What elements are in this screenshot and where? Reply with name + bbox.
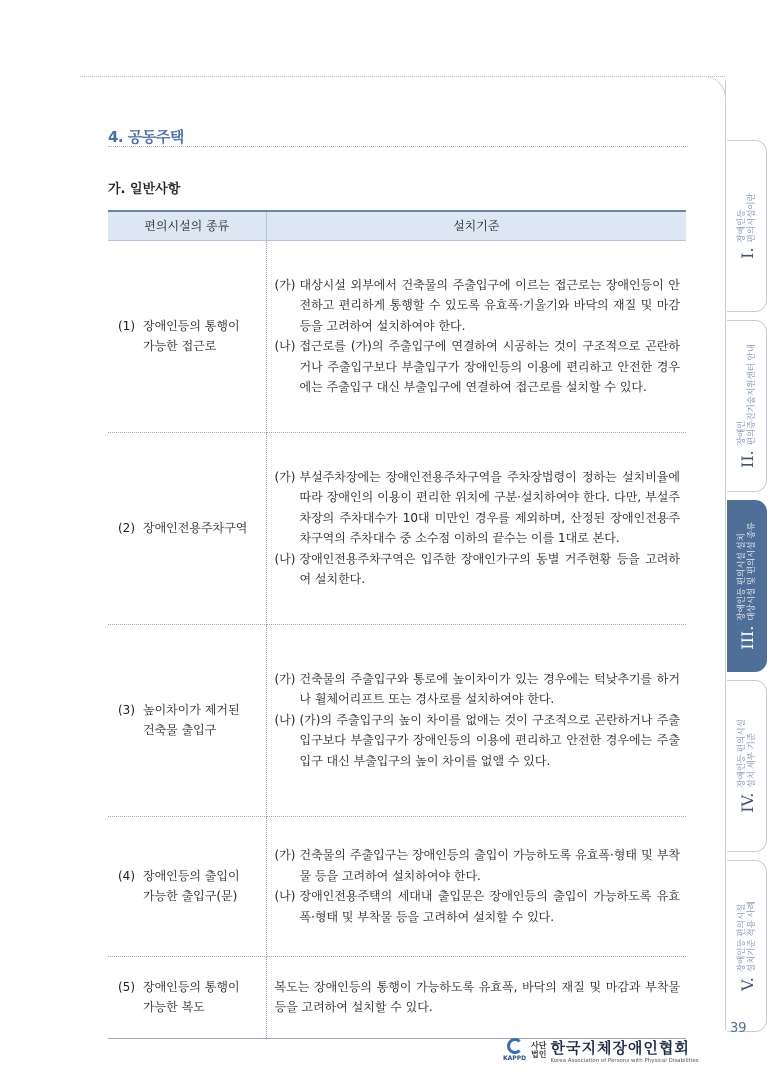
criteria-text: 부설주차장에는 장애인전용주차구역을 주차장법령이 정하는 설치비율에 따라 장애인의 이용이 편리한 위치에 구분·설치하여야 한다. 다만, 부설주차장의 주차대수가 10대 미만인 경우를 제외하며, 산정된 장애인전용주차구역의 주차대수 중 소수점 이하의 끝수는 이를 1대로 본다. bbox=[299, 469, 680, 545]
criteria-item bbox=[275, 977, 681, 1018]
table-header-row bbox=[108, 211, 686, 240]
chapter-tab-label bbox=[737, 193, 757, 242]
criteria-cell bbox=[266, 240, 686, 432]
facility-type-cell bbox=[108, 816, 266, 956]
chapter-tab-label bbox=[737, 901, 757, 972]
chapter-tab-4[interactable] bbox=[727, 680, 767, 852]
criteria-text: 복도는 장애인등의 통행이 가능하도록 유효폭, 바닥의 재질 및 마감과 부착물 등을 고려하여 설치할 수 있다. bbox=[274, 979, 680, 1014]
chapter-tab-label-line: 장애인 bbox=[736, 420, 747, 446]
chapter-tab-numeral: IV. bbox=[737, 792, 756, 813]
chapter-tab-label-line: 설치 세부 기준 bbox=[746, 732, 757, 788]
chapter-tab-label-line: 대상시설 및 편의시설 종류 bbox=[746, 522, 757, 621]
section-title-rule bbox=[108, 146, 688, 147]
criteria-item bbox=[275, 845, 681, 886]
criteria-text: 건축물의 주출입구와 통로에 높이차이가 있는 경우에는 턱낮추기를 하거나 휠체어리프트 또는 경사로를 설치하여야 한다. bbox=[299, 671, 680, 707]
criteria-item bbox=[275, 549, 681, 590]
criteria-marker: (가) bbox=[274, 469, 296, 484]
organization-name-korean: 한국지체장애인협회 bbox=[550, 1038, 690, 1057]
chapter-tab-label-line: 편의증진기술지원센터 안내 bbox=[746, 344, 757, 446]
chapter-tab-label-line: 장애인등 편의시설 설치 bbox=[736, 533, 747, 621]
organization-name bbox=[550, 1037, 698, 1064]
chapter-tab-1[interactable] bbox=[727, 140, 767, 312]
chapter-tab-numeral: III. bbox=[737, 625, 756, 650]
criteria-item bbox=[275, 275, 681, 337]
criteria-item bbox=[275, 886, 681, 927]
facility-type-cell bbox=[108, 624, 266, 816]
criteria-item bbox=[275, 467, 681, 549]
facility-name-line: 높이차이가 제거된 bbox=[143, 702, 240, 717]
chapter-tab-label-line: 장애인등 편의시설 bbox=[736, 903, 747, 973]
criteria-marker: (나) bbox=[274, 889, 296, 903]
chapter-tab-label bbox=[737, 344, 757, 445]
corporation-label bbox=[531, 1041, 546, 1059]
criteria-marker: (나) bbox=[274, 712, 296, 727]
table-row bbox=[108, 432, 686, 624]
page-frame-line bbox=[725, 80, 726, 1030]
facility-name-line: 가능한 복도 bbox=[143, 1000, 205, 1014]
facility-type-cell bbox=[108, 956, 266, 1038]
chapter-tab-label-line: 설치기준 적용 사례 bbox=[746, 901, 757, 973]
corporation-label-line2: 법인 bbox=[531, 1050, 547, 1059]
facility-name-line: 가능한 출입구(문) bbox=[143, 889, 238, 903]
criteria-text: (가)의 주출입구의 높이 차이를 없애는 것이 구조적으로 곤란하거나 주출입구보다 부출입구가 장애인등의 이용에 편리하고 안전한 경우에는 주출입구 대신 부출입구의 높이 차이를 없앨 수 있다. bbox=[299, 712, 680, 768]
facility-name-line: 장애인등의 통행이 bbox=[143, 979, 240, 994]
facility-name-line: 장애인등의 통행이 bbox=[143, 318, 240, 333]
chapter-tab-label bbox=[737, 719, 757, 787]
criteria-item bbox=[275, 710, 681, 772]
criteria-item bbox=[275, 336, 681, 398]
criteria-text: 건축물의 주출입구는 장애인등의 출입이 가능하도록 유효폭·형태 및 부착물 등을 고려하여 설치하여야 한다. bbox=[299, 848, 680, 883]
chapter-tab-label-line: 편의시설이란 bbox=[746, 193, 757, 243]
criteria-cell bbox=[266, 432, 686, 624]
facility-name-line: 장애인전용주차구역 bbox=[143, 520, 248, 535]
chapter-tab-numeral: I. bbox=[737, 247, 756, 259]
criteria-marker: (가) bbox=[274, 277, 296, 292]
page-frame-corner bbox=[700, 76, 726, 102]
chapter-tab-2[interactable] bbox=[727, 320, 767, 492]
chapter-tab-5[interactable] bbox=[727, 860, 767, 1032]
criteria-cell bbox=[266, 624, 686, 816]
table-row bbox=[108, 240, 686, 432]
facility-criteria-table bbox=[108, 210, 686, 1039]
facility-number: (2) bbox=[118, 520, 135, 535]
facility-number: (3) bbox=[118, 702, 135, 717]
criteria-item bbox=[275, 669, 681, 710]
table-row bbox=[108, 816, 686, 956]
chapter-tab-label bbox=[737, 522, 757, 620]
chapter-side-tabs bbox=[727, 140, 767, 1040]
table-row bbox=[108, 624, 686, 816]
chapter-tab-3[interactable] bbox=[727, 500, 767, 672]
subsection-title: 가. 일반사항 bbox=[108, 182, 181, 197]
facility-name-line: 가능한 접근로 bbox=[143, 339, 217, 353]
facility-number: (5) bbox=[118, 979, 135, 994]
chapter-tab-label-line: 장애인등 bbox=[736, 209, 747, 243]
section-title: 4. 공동주택 bbox=[108, 128, 184, 146]
chapter-tab-label-line: 장애인등 편의시설 bbox=[736, 719, 747, 788]
criteria-cell bbox=[266, 956, 686, 1038]
chapter-tab-numeral: V. bbox=[737, 977, 756, 991]
organization-logo-icon bbox=[505, 1036, 527, 1064]
table-row bbox=[108, 956, 686, 1038]
criteria-text: 장애인전용주차구역은 입주한 장애인가구의 동별 거주현황 등을 고려하여 설치한다. bbox=[299, 551, 680, 586]
criteria-cell bbox=[266, 816, 686, 956]
chapter-tab-numeral: II. bbox=[737, 450, 756, 468]
criteria-marker: (가) bbox=[274, 848, 296, 862]
criteria-text: 대상시설 외부에서 건축물의 주출입구에 이르는 접근로는 장애인등이 안전하고 편리하게 통행할 수 있도록 유효폭·기울기와 바닥의 재질 및 마감 등을 고려하여 설치하여야 한다. bbox=[299, 277, 680, 333]
corporation-label-line1: 사단 bbox=[531, 1041, 547, 1050]
top-dotted-rule bbox=[80, 76, 725, 77]
criteria-text: 장애인전용주택의 세대내 출입문은 장애인등의 출입이 가능하도록 유효폭·형태 및 부착물 등을 고려하여 설치할 수 있다. bbox=[299, 889, 680, 924]
criteria-marker: (나) bbox=[274, 339, 296, 353]
facility-name-line: 건축물 출입구 bbox=[143, 723, 217, 737]
facility-number: (1) bbox=[118, 318, 135, 333]
organization-name-english: Korea Association of Persons with Physical Disabilities bbox=[550, 1057, 699, 1064]
criteria-text: 접근로를 (가)의 주출입구에 연결하여 시공하는 것이 구조적으로 곤란하거나 주출입구보다 부출입구가 장애인등의 이용에 편리하고 안전한 경우에는 주출입구 대신 부출입구에 연결하여 접근로를 설치할 수 있다. bbox=[299, 339, 680, 394]
criteria-marker: (가) bbox=[274, 671, 296, 686]
facility-type-cell bbox=[108, 432, 266, 624]
facility-type-cell bbox=[108, 240, 266, 432]
logo-abbreviation: KAPPD bbox=[503, 1055, 527, 1062]
facility-name-line: 장애인등의 출입이 bbox=[143, 868, 240, 883]
column-header-facility: 편의시설의 종류 bbox=[108, 211, 266, 240]
footer-organization bbox=[505, 1036, 699, 1064]
page-number: 39 bbox=[730, 1021, 747, 1036]
column-header-criteria: 설치기준 bbox=[266, 211, 686, 240]
facility-number: (4) bbox=[118, 868, 135, 883]
criteria-marker: (나) bbox=[274, 551, 296, 566]
